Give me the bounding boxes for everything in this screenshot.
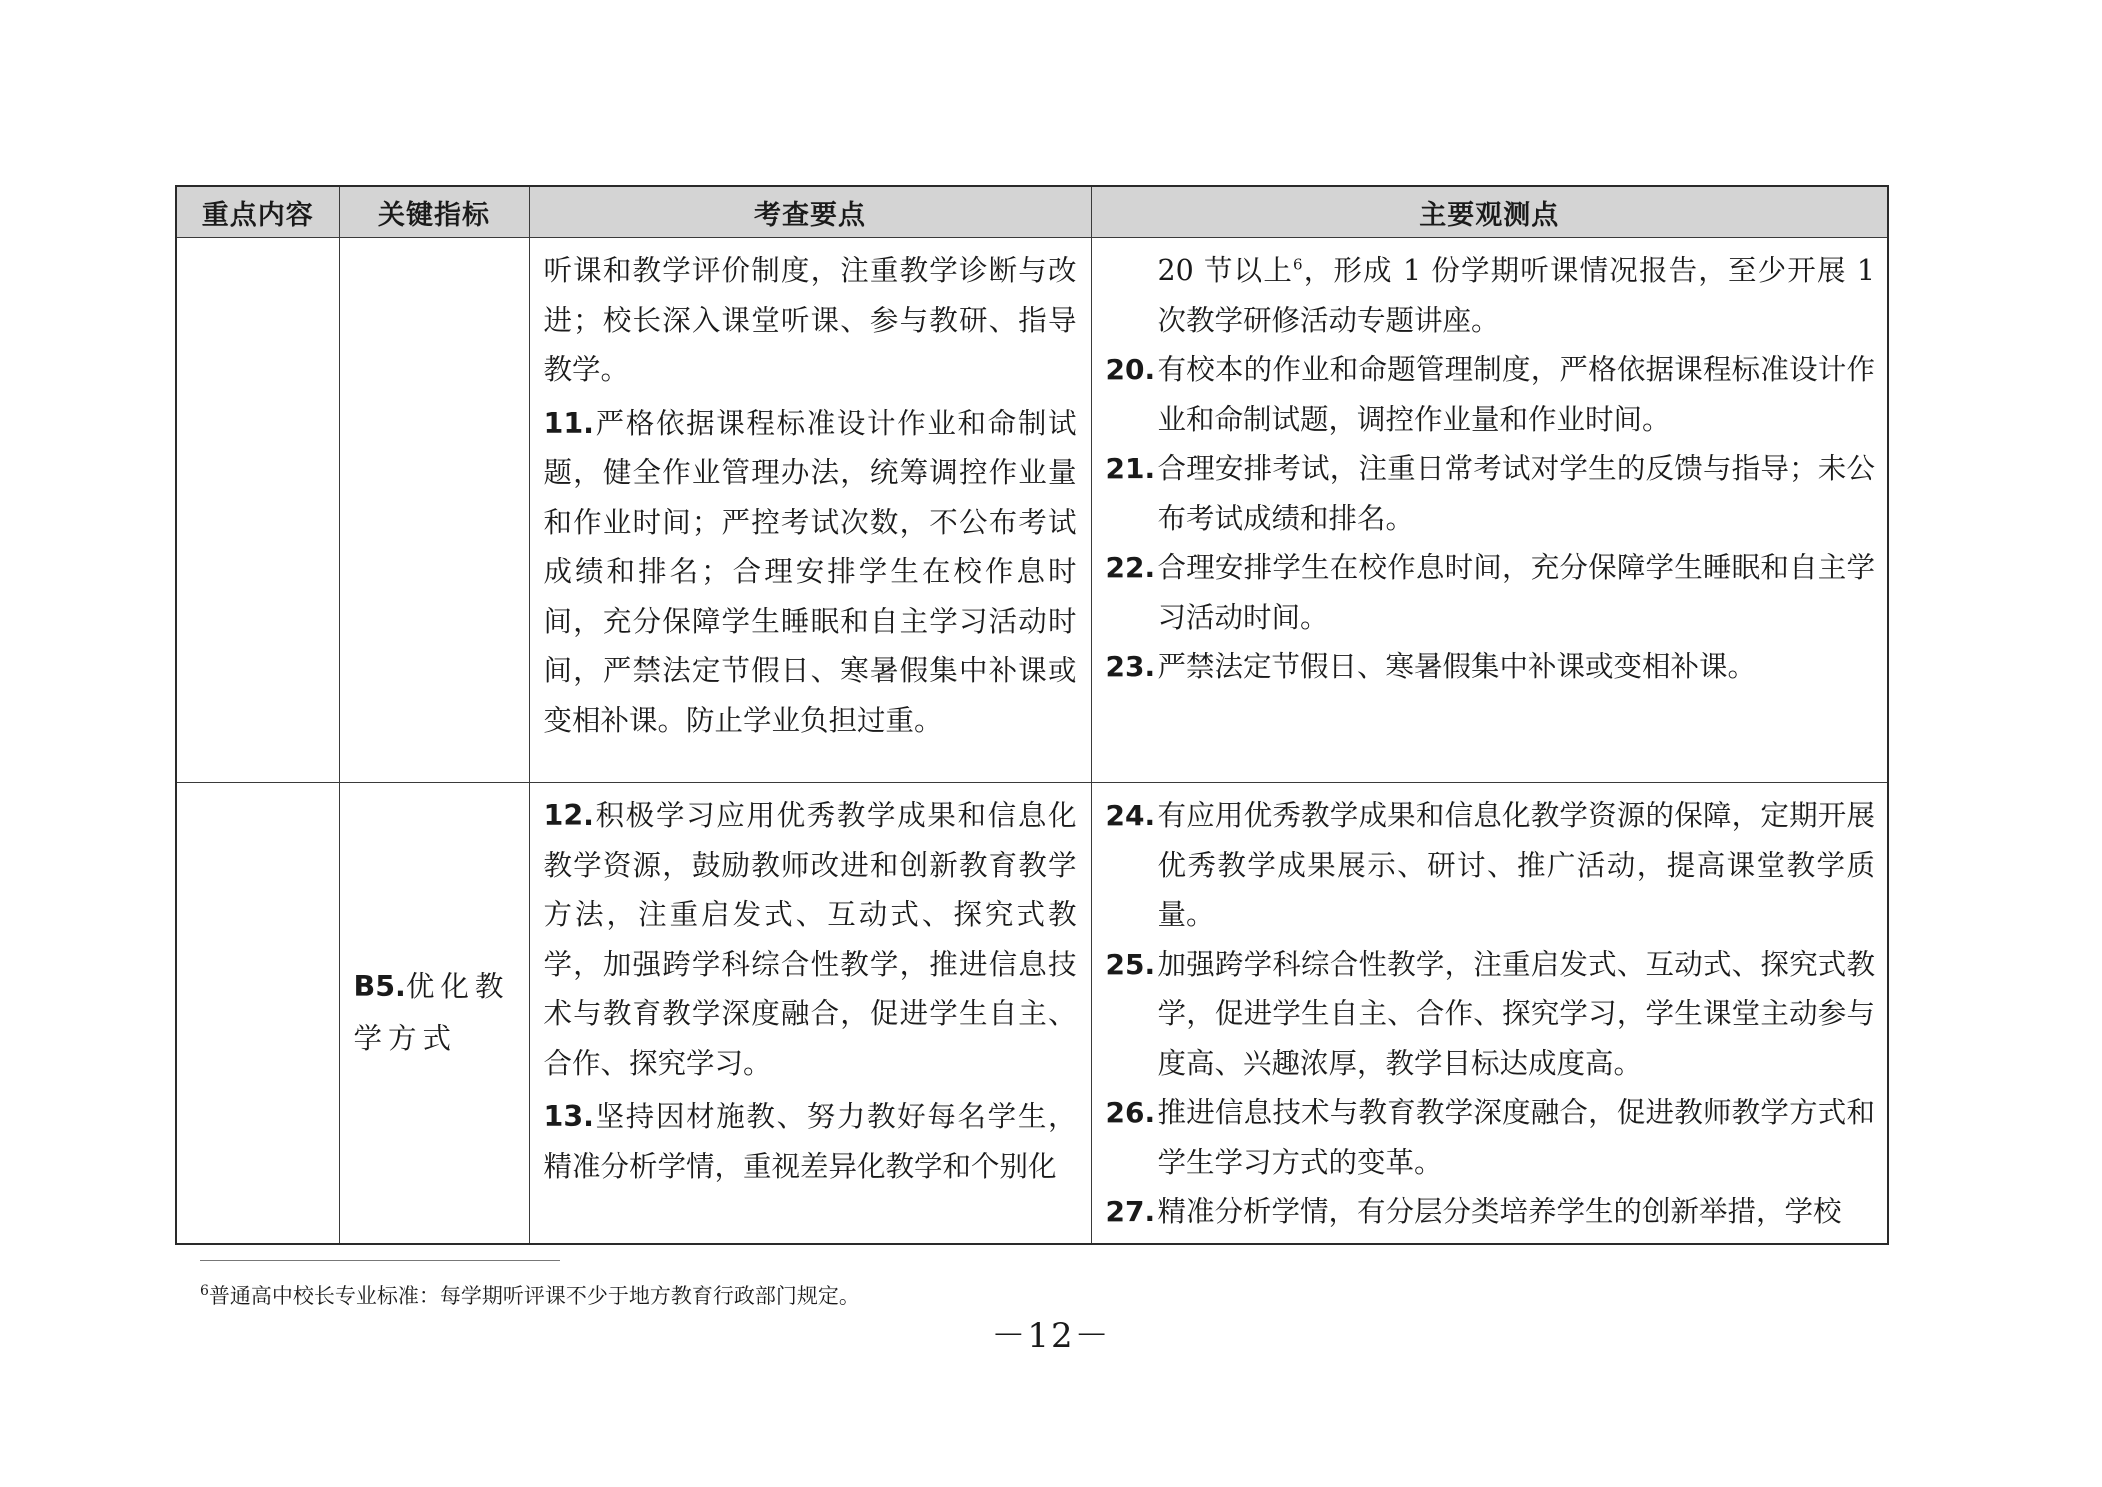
item-number: 25. (1105, 947, 1156, 981)
footnote-divider (200, 1260, 560, 1261)
observation-item (1106, 940, 1876, 1089)
observation-points-cell (1091, 238, 1888, 783)
observation-item (1106, 345, 1876, 444)
indicator-title: 优化教学方式 (353, 969, 510, 1055)
key-indicator-cell (339, 783, 529, 1244)
key-content-cell (176, 238, 339, 783)
item-number: 13. (543, 1100, 594, 1133)
item-text: 合理安排学生在校作息时间，充分保障学生睡眠和自主学习活动时间。 (1157, 551, 1875, 634)
item-number: 26. (1105, 1096, 1156, 1129)
item-text: 合理安排考试，注重日常考试对学生的反馈与指导；未公布考试成绩和排名。 (1157, 452, 1875, 535)
indicator-label (340, 961, 529, 1065)
header-key-content: 重点内容 (176, 186, 339, 238)
review-points-cell (529, 238, 1091, 783)
page-number: －12－ (991, 1316, 1111, 1356)
observation-item (1106, 444, 1876, 543)
footnote-text: 普通高中校长专业标准：每学期听评课不少于地方教育行政部门规定。 (208, 1284, 860, 1308)
observation-item (1106, 1187, 1876, 1237)
footnote-reference: 6 (1293, 255, 1303, 274)
evaluation-table (175, 185, 1889, 1245)
item-text: 积极学习应用优秀教学成果和信息化教学资源，鼓励教师改进和创新教育教学方法，注重启发式、互动式、探究式教学，加强跨学科综合性教学，推进信息技术与教育教学深度融合，促进学生自主、合作、探究学习。 (543, 799, 1077, 1080)
review-points-cell (529, 783, 1091, 1244)
review-paragraph (544, 399, 1077, 746)
observation-continuation: 20 节以上$^6$，形成 1 份学期听课情况报告，至少开展 1 次教学研修活动专题讲座。 (1157, 254, 1875, 337)
item-number: 24. (1105, 799, 1156, 832)
review-paragraph (544, 791, 1077, 1088)
table-row (176, 783, 1888, 1244)
footnote-marker: 6 (200, 1283, 209, 1299)
item-text: 坚持因材施教、努力教好每名学生，精准分析学情，重视差异化教学和个别化 (543, 1100, 1077, 1183)
indicator-code: B5. (353, 969, 406, 1003)
item-text: 严禁法定节假日、寒暑假集中补课或变相补课。 (1157, 650, 1757, 683)
item-text: 有应用优秀教学成果和信息化教学资源的保障，定期开展优秀教学成果展示、研讨、推广活动，提高课堂教学质量。 (1157, 799, 1875, 931)
observation-item (1106, 642, 1876, 692)
observation-item (1106, 543, 1876, 642)
item-number: 11. (543, 406, 594, 440)
observation-item (1106, 791, 1876, 940)
item-number: 21. (1105, 452, 1156, 485)
item-number: 20. (1105, 353, 1156, 386)
item-number: 22. (1105, 551, 1156, 584)
header-key-indicator: 关键指标 (339, 186, 529, 238)
item-number: 12. (543, 799, 594, 832)
item-text: 精准分析学情，有分层分类培养学生的创新举措，学校 (1157, 1195, 1842, 1228)
key-indicator-cell (339, 238, 529, 783)
table-header-row (176, 186, 1888, 238)
item-text: 严格依据课程标准设计作业和命制试题，健全作业管理办法，统筹调控作业量和作业时间；严控考试次数，不公布考试成绩和排名；合理安排学生在校作息时间，充分保障学生睡眠和自主学习活动时间，严禁法定节假日、寒暑假集中补课或变相补课。防止学业负担过重。 (543, 406, 1077, 737)
observation-points-cell (1091, 783, 1888, 1244)
item-number: 23. (1105, 650, 1156, 683)
header-observation-points: 主要观测点 (1091, 186, 1888, 238)
review-paragraph: 听课和教学评价制度，注重教学诊断与改进；校长深入课堂听课、参与教研、指导教学。 (543, 254, 1077, 386)
item-number: 27. (1105, 1195, 1156, 1228)
item-text: 推进信息技术与教育教学深度融合，促进教师教学方式和学生学习方式的变革。 (1157, 1096, 1875, 1179)
header-review-points: 考查要点 (529, 186, 1091, 238)
key-content-cell (176, 783, 339, 1244)
observation-item (1106, 1088, 1876, 1187)
footnote (200, 1276, 860, 1311)
item-text: 加强跨学科综合性教学，注重启发式、互动式、探究式教学，促进学生自主、合作、探究学习，学生课堂主动参与度高、兴趣浓厚，教学目标达成度高。 (1157, 947, 1875, 1080)
item-text: 有校本的作业和命题管理制度，严格依据课程标准设计作业和命制试题，调控作业量和作业时间。 (1157, 353, 1875, 436)
review-paragraph (544, 1092, 1077, 1191)
table-row (176, 238, 1888, 783)
